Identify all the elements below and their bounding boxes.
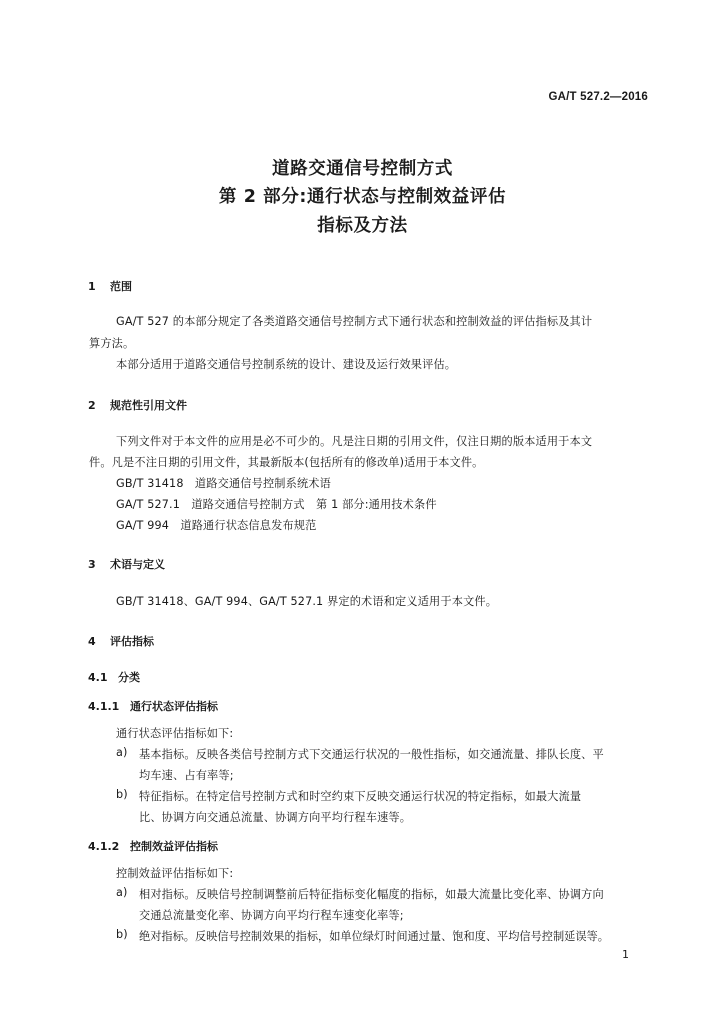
section-4-1-2-title: 控制效益评估指标 bbox=[130, 840, 218, 853]
section-4-title: 评估指标 bbox=[110, 635, 154, 648]
normative-reference-3: GA/T 994 道路通行状态信息发布规范 bbox=[116, 519, 317, 532]
list-item-b-line-1: 绝对指标。反映信号控制效果的指标，如单位绿灯时间通过量、饱和度、平均信号控制延误等。 bbox=[139, 930, 609, 943]
list-item-a-line-2: 均车速、占有率等; bbox=[139, 769, 234, 782]
section-4-number: 4 bbox=[88, 635, 96, 648]
list-item-b-label: b) bbox=[116, 928, 128, 941]
list-item-a-label: a) bbox=[116, 886, 128, 899]
section-1-paragraph-1-line-2: 算方法。 bbox=[89, 337, 135, 350]
section-1-heading bbox=[88, 278, 132, 294]
section-2-title: 规范性引用文件 bbox=[110, 399, 187, 412]
section-4-1-2-number: 4.1.2 bbox=[88, 840, 120, 853]
list-item-a-label: a) bbox=[116, 746, 128, 759]
section-2-heading bbox=[88, 397, 187, 413]
section-2-paragraph-line-2: 件。凡是不注日期的引用文件，其最新版本(包括所有的修改单)适用于本文件。 bbox=[89, 456, 484, 469]
section-4-1-2-intro: 控制效益评估指标如下: bbox=[116, 867, 234, 880]
normative-reference-2: GA/T 527.1 道路交通信号控制方式 第 1 部分:通用技术条件 bbox=[116, 498, 437, 511]
section-4-1-heading bbox=[88, 669, 140, 685]
section-4-1-2-heading bbox=[88, 838, 218, 854]
list-item-b-line-2: 比、协调方向交通总流量、协调方向平均行程车速等。 bbox=[139, 811, 412, 824]
document-title-line-1: 道路交通信号控制方式 bbox=[272, 159, 453, 179]
list-item-b-label: b) bbox=[116, 788, 128, 801]
section-1-title: 范围 bbox=[110, 280, 132, 293]
section-3-number: 3 bbox=[88, 558, 96, 571]
section-3-title: 术语与定义 bbox=[110, 558, 165, 571]
list-item-a-line-1: 相对指标。反映信号控制调整前后特征指标变化幅度的指标，如最大流量比变化率、协调方向 bbox=[139, 888, 604, 901]
section-2-number: 2 bbox=[88, 399, 96, 412]
section-2-paragraph-line-1: 下列文件对于本文件的应用是必不可少的。凡是注日期的引用文件，仅注日期的版本适用于本文 bbox=[116, 435, 593, 448]
list-item-b-line-1: 特征指标。在特定信号控制方式和时空约束下反映交通运行状况的特定指标，如最大流量 bbox=[139, 790, 582, 803]
section-4-1-1-title: 通行状态评估指标 bbox=[130, 700, 218, 713]
list-item-a-line-2: 交通总流量变化率、协调方向平均行程车速变化率等; bbox=[139, 909, 404, 922]
section-3-paragraph: GB/T 31418、GA/T 994、GA/T 527.1 界定的术语和定义适用于本文件。 bbox=[116, 595, 498, 608]
section-1-number: 1 bbox=[88, 280, 96, 293]
section-4-1-number: 4.1 bbox=[88, 671, 108, 684]
standard-code: GA/T 527.2—2016 bbox=[548, 91, 648, 103]
section-1-paragraph-1-line-1: GA/T 527 的本部分规定了各类道路交通信号控制方式下通行状态和控制效益的评估指标及其计 bbox=[116, 315, 593, 328]
document-title-line-3: 指标及方法 bbox=[317, 216, 408, 236]
section-4-1-1-number: 4.1.1 bbox=[88, 700, 120, 713]
section-4-heading bbox=[88, 633, 154, 649]
normative-reference-1: GB/T 31418 道路交通信号控制系统术语 bbox=[116, 477, 331, 490]
section-4-1-1-heading bbox=[88, 698, 218, 714]
section-1-paragraph-2: 本部分适用于道路交通信号控制系统的设计、建设及运行效果评估。 bbox=[116, 358, 457, 371]
page-number: 1 bbox=[622, 948, 629, 961]
list-item-a-line-1: 基本指标。反映各类信号控制方式下交通运行状况的一般性指标，如交通流量、排队长度、平 bbox=[139, 748, 604, 761]
section-4-1-1-intro: 通行状态评估指标如下: bbox=[116, 727, 234, 740]
section-4-1-title: 分类 bbox=[118, 671, 140, 684]
section-3-heading bbox=[88, 556, 165, 572]
document-title-line-2: 第 2 部分:通行状态与控制效益评估 bbox=[218, 187, 507, 207]
